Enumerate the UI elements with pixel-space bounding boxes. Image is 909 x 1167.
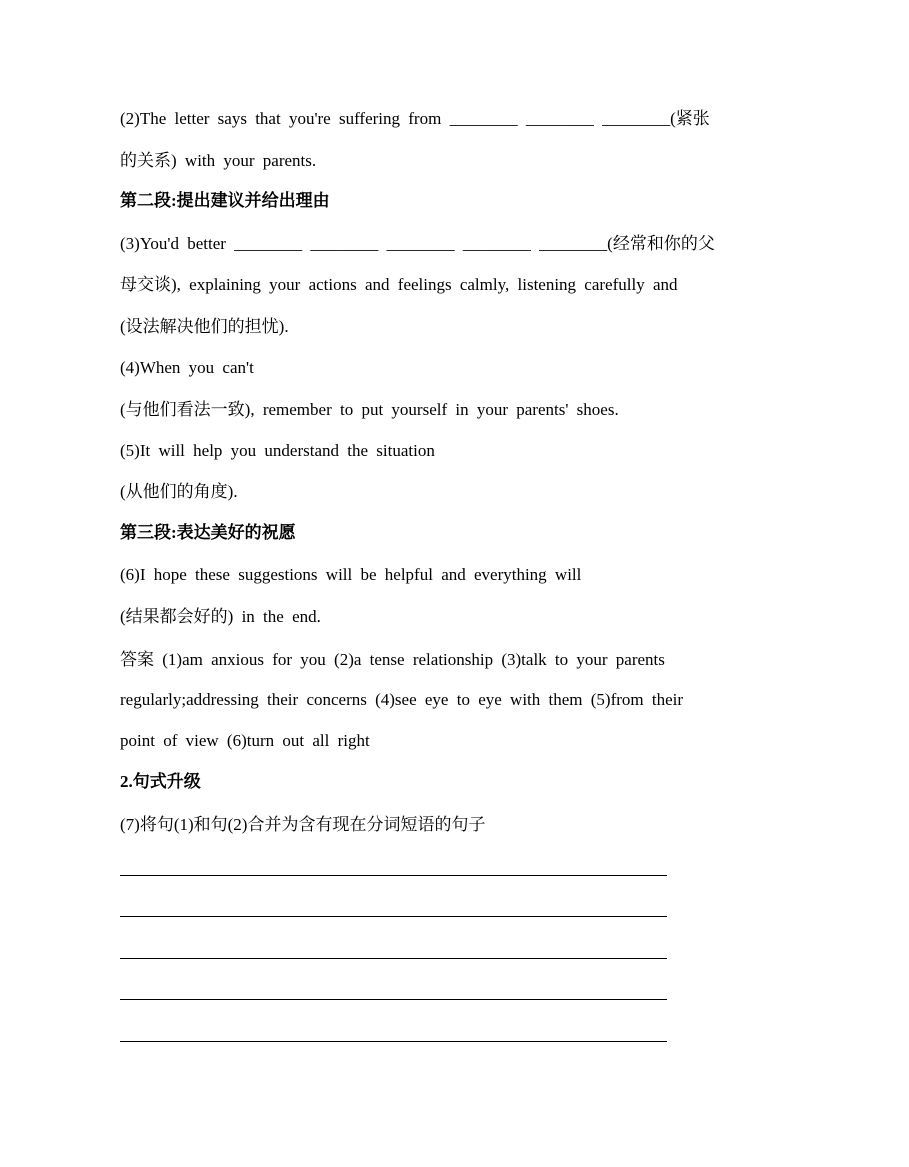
item-3-line-2: 母交谈), explaining your actions and feelings calmly, listening carefully and (120, 275, 678, 294)
answer-rule[interactable] (120, 999, 667, 1000)
answer-line-1: 答案 (1)am anxious for you (2)a tense relationship (3)talk to your parents (120, 650, 665, 669)
item-6-line-2: (结果都会好的) in the end. (120, 607, 321, 626)
item-5-line-1: (5)It will help you understand the situation (120, 441, 435, 460)
item-2-line-1: (2)The letter says that you're suffering from ________ ________ ________(紧张 (120, 109, 710, 128)
answer-rule[interactable] (120, 875, 667, 876)
section-heading-paragraph-3: 第三段:表达美好的祝愿 (120, 523, 296, 542)
answer-rule[interactable] (120, 958, 667, 959)
item-6-line-1: (6)I hope these suggestions will be helpful and everything will (120, 565, 582, 584)
item-3-line-1: (3)You'd better ________ ________ ________ ________ ________(经常和你的父 (120, 234, 715, 253)
answer-rule[interactable] (120, 1041, 667, 1042)
answer-rule[interactable] (120, 916, 667, 917)
item-7-prompt: (7)将句(1)和句(2)合并为含有现在分词短语的句子 (120, 815, 486, 834)
item-4-line-1: (4)When you can't (120, 358, 254, 377)
item-4-line-2: (与他们看法一致), remember to put yourself in your parents' shoes. (120, 400, 619, 419)
item-3-line-3: (设法解决他们的担忧). (120, 317, 289, 336)
answer-line-3: point of view (6)turn out all right (120, 731, 370, 750)
section-heading-paragraph-2: 第二段:提出建议并给出理由 (120, 191, 330, 210)
section-heading-sentence-upgrade: 2.句式升级 (120, 772, 201, 791)
item-2-line-2: 的关系) with your parents. (120, 151, 317, 170)
item-5-line-2: (从他们的角度). (120, 482, 238, 501)
answer-line-2: regularly;addressing their concerns (4)see eye to eye with them (5)from their (120, 690, 684, 709)
